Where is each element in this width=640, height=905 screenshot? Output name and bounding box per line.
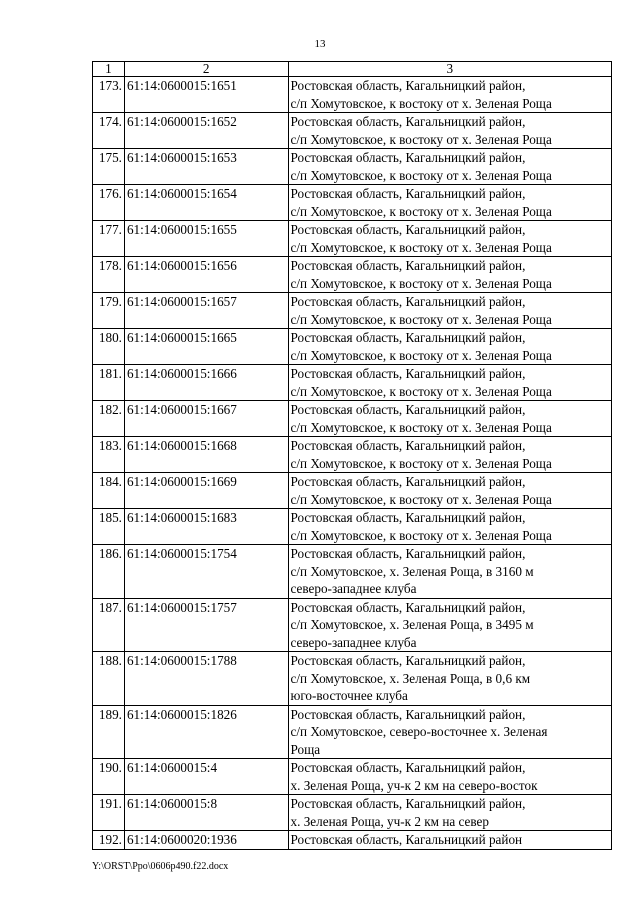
location-address	[288, 77, 612, 113]
table-row	[93, 113, 612, 149]
address-line: с/п Хомутовское, северо-восточнее х. Зеленая	[290, 724, 548, 739]
address-line: северо-западнее клуба	[290, 634, 417, 650]
address-line: Ростовская область, Кагальницкий район,	[290, 474, 526, 489]
column-header-3: 3	[288, 62, 612, 77]
address-line: северо-западнее клуба	[290, 581, 417, 596]
table-row	[93, 149, 612, 185]
location-address	[288, 329, 612, 365]
table-row	[93, 795, 612, 831]
table-header-row	[93, 62, 612, 77]
row-number: 188.	[93, 652, 125, 706]
cadastral-number: 61:14:0600015:1669	[124, 473, 288, 509]
row-number: 174.	[93, 113, 125, 149]
row-number: 175.	[93, 149, 125, 185]
table-row	[93, 705, 612, 759]
location-address	[288, 545, 612, 599]
address-line: Ростовская область, Кагальницкий район,	[290, 653, 526, 668]
table-row	[93, 401, 612, 437]
row-number: 183.	[93, 437, 125, 473]
address-line: Ростовская область, Кагальницкий район	[290, 832, 523, 847]
address-line: с/п Хомутовское, к востоку от х. Зеленая Роща	[290, 131, 552, 147]
column-header-2: 2	[124, 62, 288, 77]
location-address	[288, 149, 612, 185]
table-row	[93, 831, 612, 850]
address-line: с/п Хомутовское, к востоку от х. Зеленая Роща	[290, 311, 552, 327]
table-row	[93, 293, 612, 329]
row-number: 177.	[93, 221, 125, 257]
cadastral-number: 61:14:0600015:1665	[124, 329, 288, 365]
address-line: юго-восточнее клуба	[290, 688, 408, 703]
location-address	[288, 652, 612, 706]
address-line: с/п Хомутовское, к востоку от х. Зеленая Роща	[290, 455, 552, 471]
location-address	[288, 598, 612, 652]
table-row	[93, 365, 612, 401]
table-row	[93, 652, 612, 706]
table-body	[93, 77, 612, 850]
address-line: с/п Хомутовское, х. Зеленая Роща, в 3160 м	[290, 563, 534, 579]
table-row	[93, 509, 612, 545]
cadastral-number: 61:14:0600015:1668	[124, 437, 288, 473]
location-address	[288, 509, 612, 545]
row-number: 191.	[93, 795, 125, 831]
location-address	[288, 437, 612, 473]
location-address	[288, 293, 612, 329]
cadastral-number: 61:14:0600015:1653	[124, 149, 288, 185]
cadastral-number: 61:14:0600015:1757	[124, 598, 288, 652]
row-number: 190.	[93, 759, 125, 795]
location-address	[288, 759, 612, 795]
address-line: с/п Хомутовское, к востоку от х. Зеленая Роща	[290, 203, 552, 219]
address-line: с/п Хомутовское, к востоку от х. Зеленая Роща	[290, 527, 552, 543]
cadastral-number: 61:14:0600015:8	[124, 795, 288, 831]
location-address	[288, 113, 612, 149]
address-line: Ростовская область, Кагальницкий район,	[290, 599, 526, 615]
location-address	[288, 221, 612, 257]
address-line: Ростовская область, Кагальницкий район,	[290, 150, 526, 165]
table-row	[93, 185, 612, 221]
address-line: Ростовская область, Кагальницкий район,	[290, 706, 526, 722]
cadastral-number: 61:14:0600015:1655	[124, 221, 288, 257]
cadastral-number: 61:14:0600015:1788	[124, 652, 288, 706]
address-line: Ростовская область, Кагальницкий район,	[290, 78, 526, 93]
cadastral-number: 61:14:0600015:1683	[124, 509, 288, 545]
table-row	[93, 545, 612, 599]
row-number: 189.	[93, 705, 125, 759]
location-address	[288, 831, 612, 850]
row-number: 173.	[93, 77, 125, 113]
address-line: с/п Хомутовское, к востоку от х. Зеленая Роща	[290, 275, 552, 291]
address-line: Ростовская область, Кагальницкий район,	[290, 258, 526, 273]
location-address	[288, 705, 612, 759]
cadastral-number: 61:14:0600015:1652	[124, 113, 288, 149]
location-address	[288, 257, 612, 293]
location-address	[288, 401, 612, 437]
cadastral-number: 61:14:0600015:1667	[124, 401, 288, 437]
table-row	[93, 759, 612, 795]
address-line: Ростовская область, Кагальницкий район,	[290, 510, 526, 525]
table-row	[93, 221, 612, 257]
address-line: Ростовская область, Кагальницкий район,	[290, 186, 526, 201]
row-number: 182.	[93, 401, 125, 437]
table-row	[93, 77, 612, 113]
address-line: Ростовская область, Кагальницкий район,	[290, 366, 526, 381]
address-line: Ростовская область, Кагальницкий район,	[290, 546, 526, 561]
cadastral-number: 61:14:0600020:1936	[124, 831, 288, 850]
address-line: Роща	[290, 741, 321, 757]
land-plots-table	[92, 61, 612, 850]
address-line: х. Зеленая Роща, уч-к 2 км на север	[290, 813, 489, 829]
address-line: с/п Хомутовское, к востоку от х. Зеленая Роща	[290, 167, 552, 183]
table-row	[93, 473, 612, 509]
address-line: Ростовская область, Кагальницкий район,	[290, 402, 526, 417]
cadastral-number: 61:14:0600015:1666	[124, 365, 288, 401]
row-number: 181.	[93, 365, 125, 401]
address-line: Ростовская область, Кагальницкий район,	[290, 222, 526, 237]
row-number: 185.	[93, 509, 125, 545]
row-number: 176.	[93, 185, 125, 221]
location-address	[288, 795, 612, 831]
row-number: 192.	[93, 831, 125, 850]
address-line: Ростовская область, Кагальницкий район,	[290, 438, 526, 453]
footer-file-path: Y:\ORST\Ppo\0606p490.f22.docx	[92, 861, 229, 872]
location-address	[288, 185, 612, 221]
address-line: с/п Хомутовское, к востоку от х. Зеленая Роща	[290, 419, 552, 435]
address-line: с/п Хомутовское, х. Зеленая Роща, в 0,6 км	[290, 670, 531, 686]
row-number: 184.	[93, 473, 125, 509]
row-number: 178.	[93, 257, 125, 293]
address-line: с/п Хомутовское, к востоку от х. Зеленая Роща	[290, 95, 552, 111]
address-line: с/п Хомутовское, к востоку от х. Зеленая Роща	[290, 383, 552, 399]
address-line: Ростовская область, Кагальницкий район,	[290, 760, 526, 775]
cadastral-number: 61:14:0600015:1651	[124, 77, 288, 113]
table-row	[93, 257, 612, 293]
address-line: Ростовская область, Кагальницкий район,	[290, 796, 526, 811]
cadastral-number: 61:14:0600015:1654	[124, 185, 288, 221]
cadastral-number: 61:14:0600015:4	[124, 759, 288, 795]
cadastral-number: 61:14:0600015:1754	[124, 545, 288, 599]
address-line: с/п Хомутовское, к востоку от х. Зеленая Роща	[290, 347, 552, 363]
address-line: х. Зеленая Роща, уч-к 2 км на северо-восток	[290, 777, 538, 793]
table-row	[93, 598, 612, 652]
row-number: 180.	[93, 329, 125, 365]
address-line: Ростовская область, Кагальницкий район,	[290, 294, 526, 309]
cadastral-number: 61:14:0600015:1656	[124, 257, 288, 293]
address-line: с/п Хомутовское, х. Зеленая Роща, в 3495 м	[290, 617, 534, 632]
row-number: 187.	[93, 598, 125, 652]
location-address	[288, 365, 612, 401]
row-number: 186.	[93, 545, 125, 599]
row-number: 179.	[93, 293, 125, 329]
location-address	[288, 473, 612, 509]
cadastral-number: 61:14:0600015:1826	[124, 705, 288, 759]
cadastral-number: 61:14:0600015:1657	[124, 293, 288, 329]
address-line: Ростовская область, Кагальницкий район,	[290, 330, 526, 345]
address-line: Ростовская область, Кагальницкий район,	[290, 114, 526, 129]
address-line: с/п Хомутовское, к востоку от х. Зеленая Роща	[290, 239, 552, 255]
table-row	[93, 437, 612, 473]
address-line: с/п Хомутовское, к востоку от х. Зеленая Роща	[290, 491, 552, 507]
page-number: 13	[314, 38, 326, 50]
table-row	[93, 329, 612, 365]
column-header-1: 1	[93, 62, 125, 77]
